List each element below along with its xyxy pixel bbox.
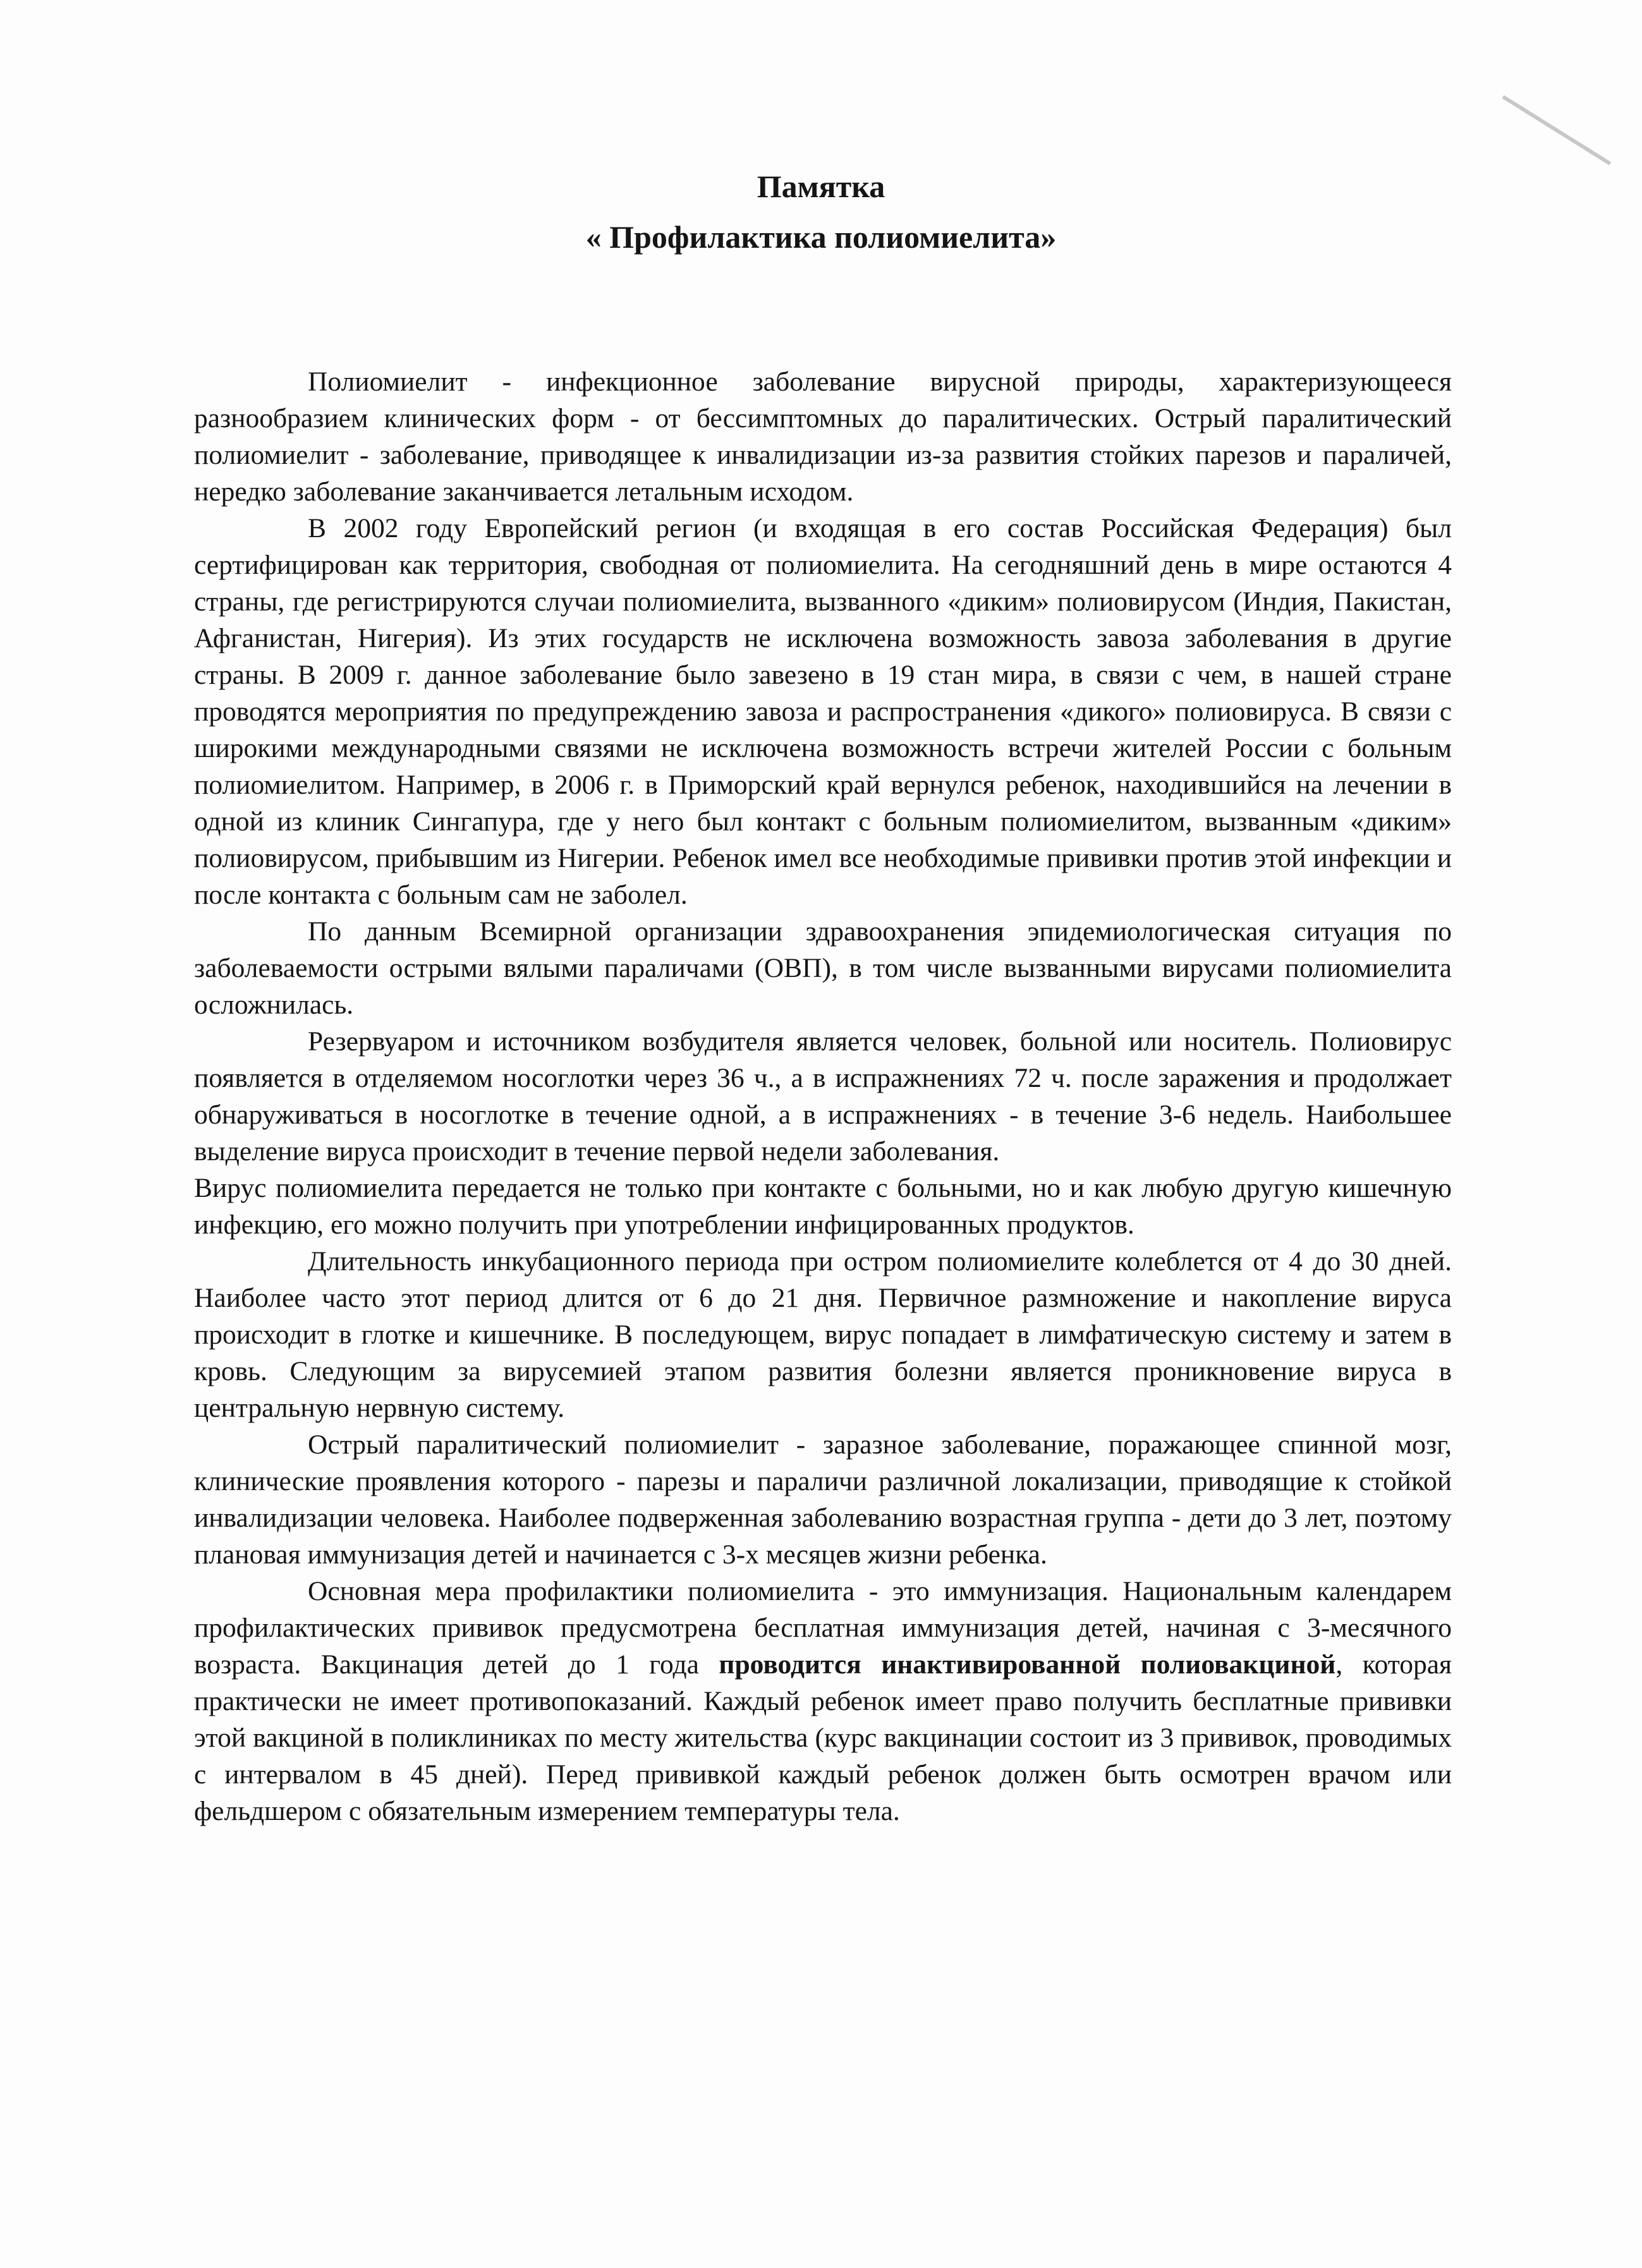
document-subtitle: « Профилактика полиомиелита» bbox=[585, 219, 1057, 255]
immunization-text-emphasis: проводится инактивированной полиовакциной bbox=[719, 1649, 1336, 1680]
immunization-text-start: Основная мера профилактики полиомиелита - это иммунизация. Национальным календарем профилактических прививок предусмотрена бесплатная иммунизация детей, начиная с 3-месячного возраста. Вакцинация детей до 1 года bbox=[194, 1576, 1452, 1680]
paragraph-acute-paralytic: Острый паралитический полиомиелит - заразное заболевание, поражающее спинной мозг, клинические проявления которого - парезы и параличи различной локализации, приводящие к стойкой инвалидизации человека. Наиболее подверженная заболеванию возрастная группа - дети до 3 лет, поэтому плановая иммунизация детей и начинается с 3-х месяцев жизни ребенка. bbox=[194, 1429, 1452, 1570]
paragraph-immunization bbox=[194, 1573, 1452, 1829]
immunization-text-end: , которая практически не имеет противопоказаний. Каждый ребенок имеет право получить бесплатные прививки этой вакциной в поликлиниках по месту жительства (курс вакцинации состоит из 3 прививок, проводимых с интервалом в 45 дней). Перед прививкой каждый ребенок должен быть осмотрен врачом или фельдшером с обязательным измерением температуры тела. bbox=[194, 1649, 1452, 1826]
document-body bbox=[194, 363, 1452, 1829]
document-title: Памятка bbox=[757, 169, 885, 204]
paragraph-transmission: Вирус полиомиелита передается не только при контакте с больными, но и как любую другую кишечную инфекцию, его можно получить при употреблении инфицированных продуктов. bbox=[194, 1173, 1452, 1240]
paragraph-europe-certification: В 2002 году Европейский регион (и входящая в его состав Российская Федерация) был сертифицирован как территория, свободная от полиомиелита. На сегодняшний день в мире остаются 4 страны, где регистрируются случаи полиомиелита, вызванного «диким» полиовирусом (Индия, Пакистан, Афганистан, Нигерия). Из этих государств не исключена возможность завоза заболевания в другие страны. В 2009 г. данное заболевание было завезено в 19 стан мира, в связи с чем, в нашей стране проводятся мероприятия по предупреждению завоза и распространения «дикого» полиовируса. В связи с широкими международными связями не исключена возможность встречи жителей России с больным полиомиелитом. Например, в 2006 г. в Приморский край вернулся ребенок, находившийся на лечении в одной из клиник Сингапура, где у него был контакт с больным полиомиелитом, вызванным «диким» полиовирусом, прибывшим из Нигерии. Ребенок имел все необходимые прививки против этой инфекции и после контакта с больным сам не заболел. bbox=[194, 513, 1452, 910]
document-header bbox=[0, 161, 1642, 262]
paragraph-incubation: Длительность инкубационного периода при остром полиомиелите колеблется от 4 до 30 дней. Наиболее часто этот период длится от 6 до 21 дня. Первичное размножение и накопление вируса происходит в глотке и кишечнике. В последующем, вирус попадает в лимфатическую систему и затем в кровь. Следующим за вирусемией этапом развития болезни является проникновение вируса в центральную нервную систему. bbox=[194, 1246, 1452, 1423]
paragraph-reservoir: Резервуаром и источником возбудителя является человек, больной или носитель. Полиовирус появляется в отделяемом носоглотки через 36 ч., а в испражнениях 72 ч. после заражения и продолжает обнаруживаться в носоглотке в течение одной, а в испражнениях - в течение 3-6 недель. Наибольшее выделение вируса происходит в течение первой недели заболевания. bbox=[194, 1026, 1452, 1167]
scan-corner-fold bbox=[1502, 95, 1611, 165]
paragraph-who-situation: По данным Всемирной организации здравоохранения эпидемиологическая ситуация по заболеваемости острыми вялыми параличами (ОВП), в том числе вызванными вирусами полиомиелита осложнилась. bbox=[194, 916, 1452, 1020]
paragraph-intro: Полиомиелит - инфекционное заболевание вирусной природы, характеризующееся разнообразием клинических форм - от бессимптомных до паралитических. Острый паралитический полиомиелит - заболевание, приводящее к инвалидизации из-за развития стойких парезов и параличей, нередко заболевание заканчивается летальным исходом. bbox=[194, 367, 1452, 507]
